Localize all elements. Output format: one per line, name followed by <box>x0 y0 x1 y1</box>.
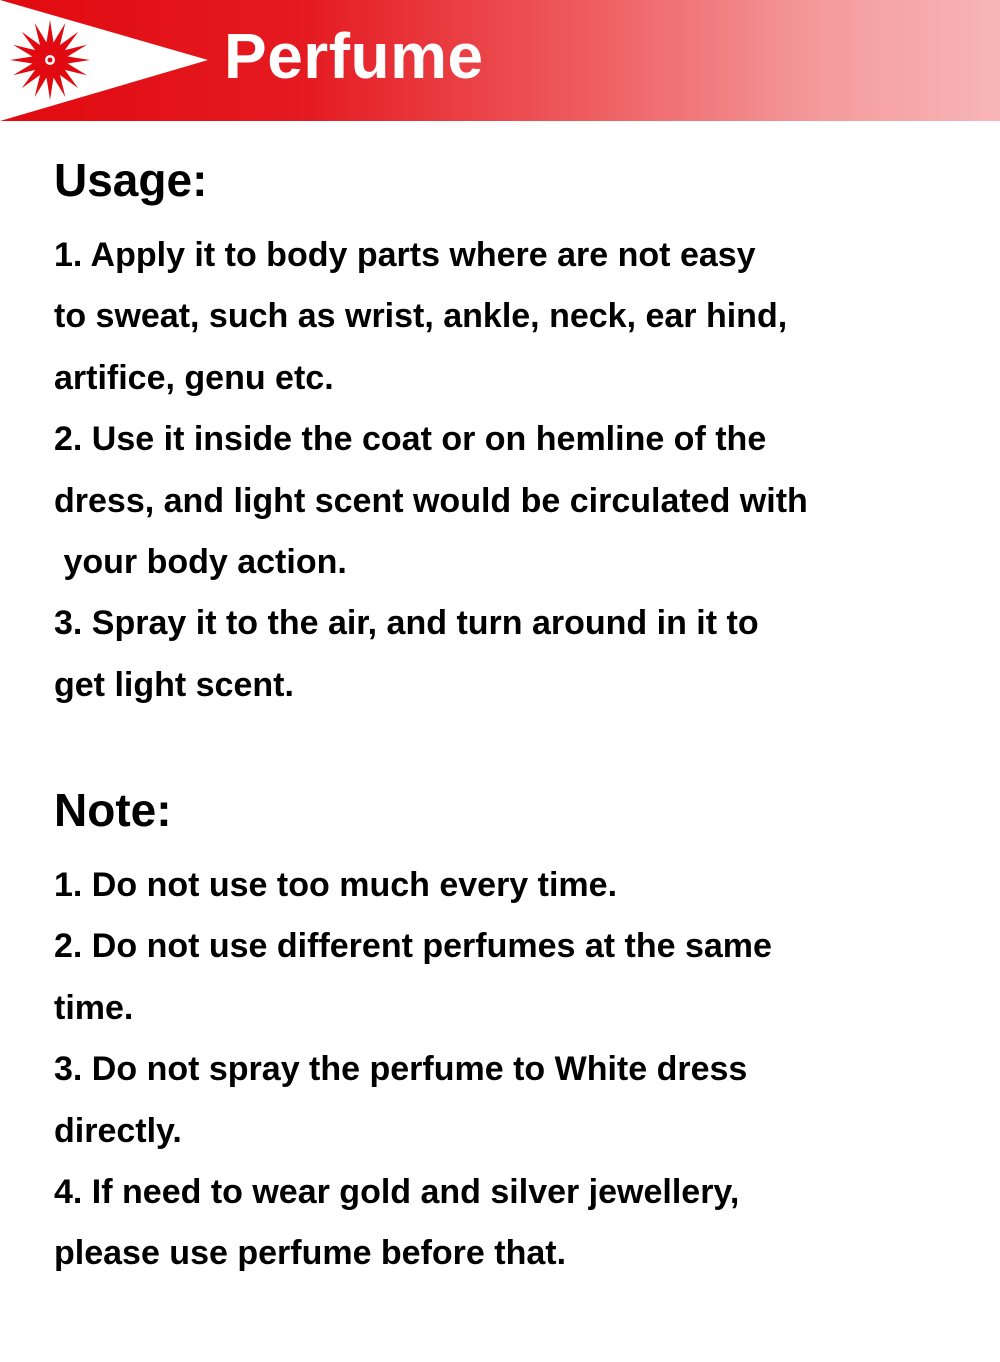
usage-lines <box>54 225 954 716</box>
usage-line: dress, and light scent would be circulated with <box>54 481 808 520</box>
note-line: time. <box>54 988 134 1027</box>
note-line: please use perfume before that. <box>54 1234 567 1273</box>
usage-section <box>54 152 954 716</box>
usage-line: your body action. <box>54 543 347 582</box>
note-line: 2. Do not use different perfumes at the same <box>54 927 772 966</box>
header-banner <box>0 0 1000 121</box>
banner-title: Perfume <box>224 20 484 92</box>
usage-line: 3. Spray it to the air, and turn around in it to <box>54 604 759 643</box>
usage-line: get light scent. <box>54 665 294 704</box>
note-line: 4. If need to wear gold and silver jewellery, <box>54 1173 740 1212</box>
note-line: directly. <box>54 1111 182 1150</box>
note-section <box>54 782 954 1285</box>
note-lines <box>54 855 954 1285</box>
usage-heading: Usage: <box>54 154 208 206</box>
usage-line: 2. Use it inside the coat or on hemline of the <box>54 420 767 459</box>
banner-triangle <box>0 0 240 121</box>
usage-line: to sweat, such as wrist, ankle, neck, ear hind, <box>54 297 788 336</box>
usage-line: artifice, genu etc. <box>54 358 334 397</box>
note-line: 3. Do not spray the perfume to White dress <box>54 1050 748 1089</box>
flower-icon <box>10 20 90 100</box>
usage-line: 1. Apply it to body parts where are not easy <box>54 236 756 274</box>
note-line: 1. Do not use too much every time. <box>54 866 618 904</box>
note-heading: Note: <box>54 784 172 836</box>
